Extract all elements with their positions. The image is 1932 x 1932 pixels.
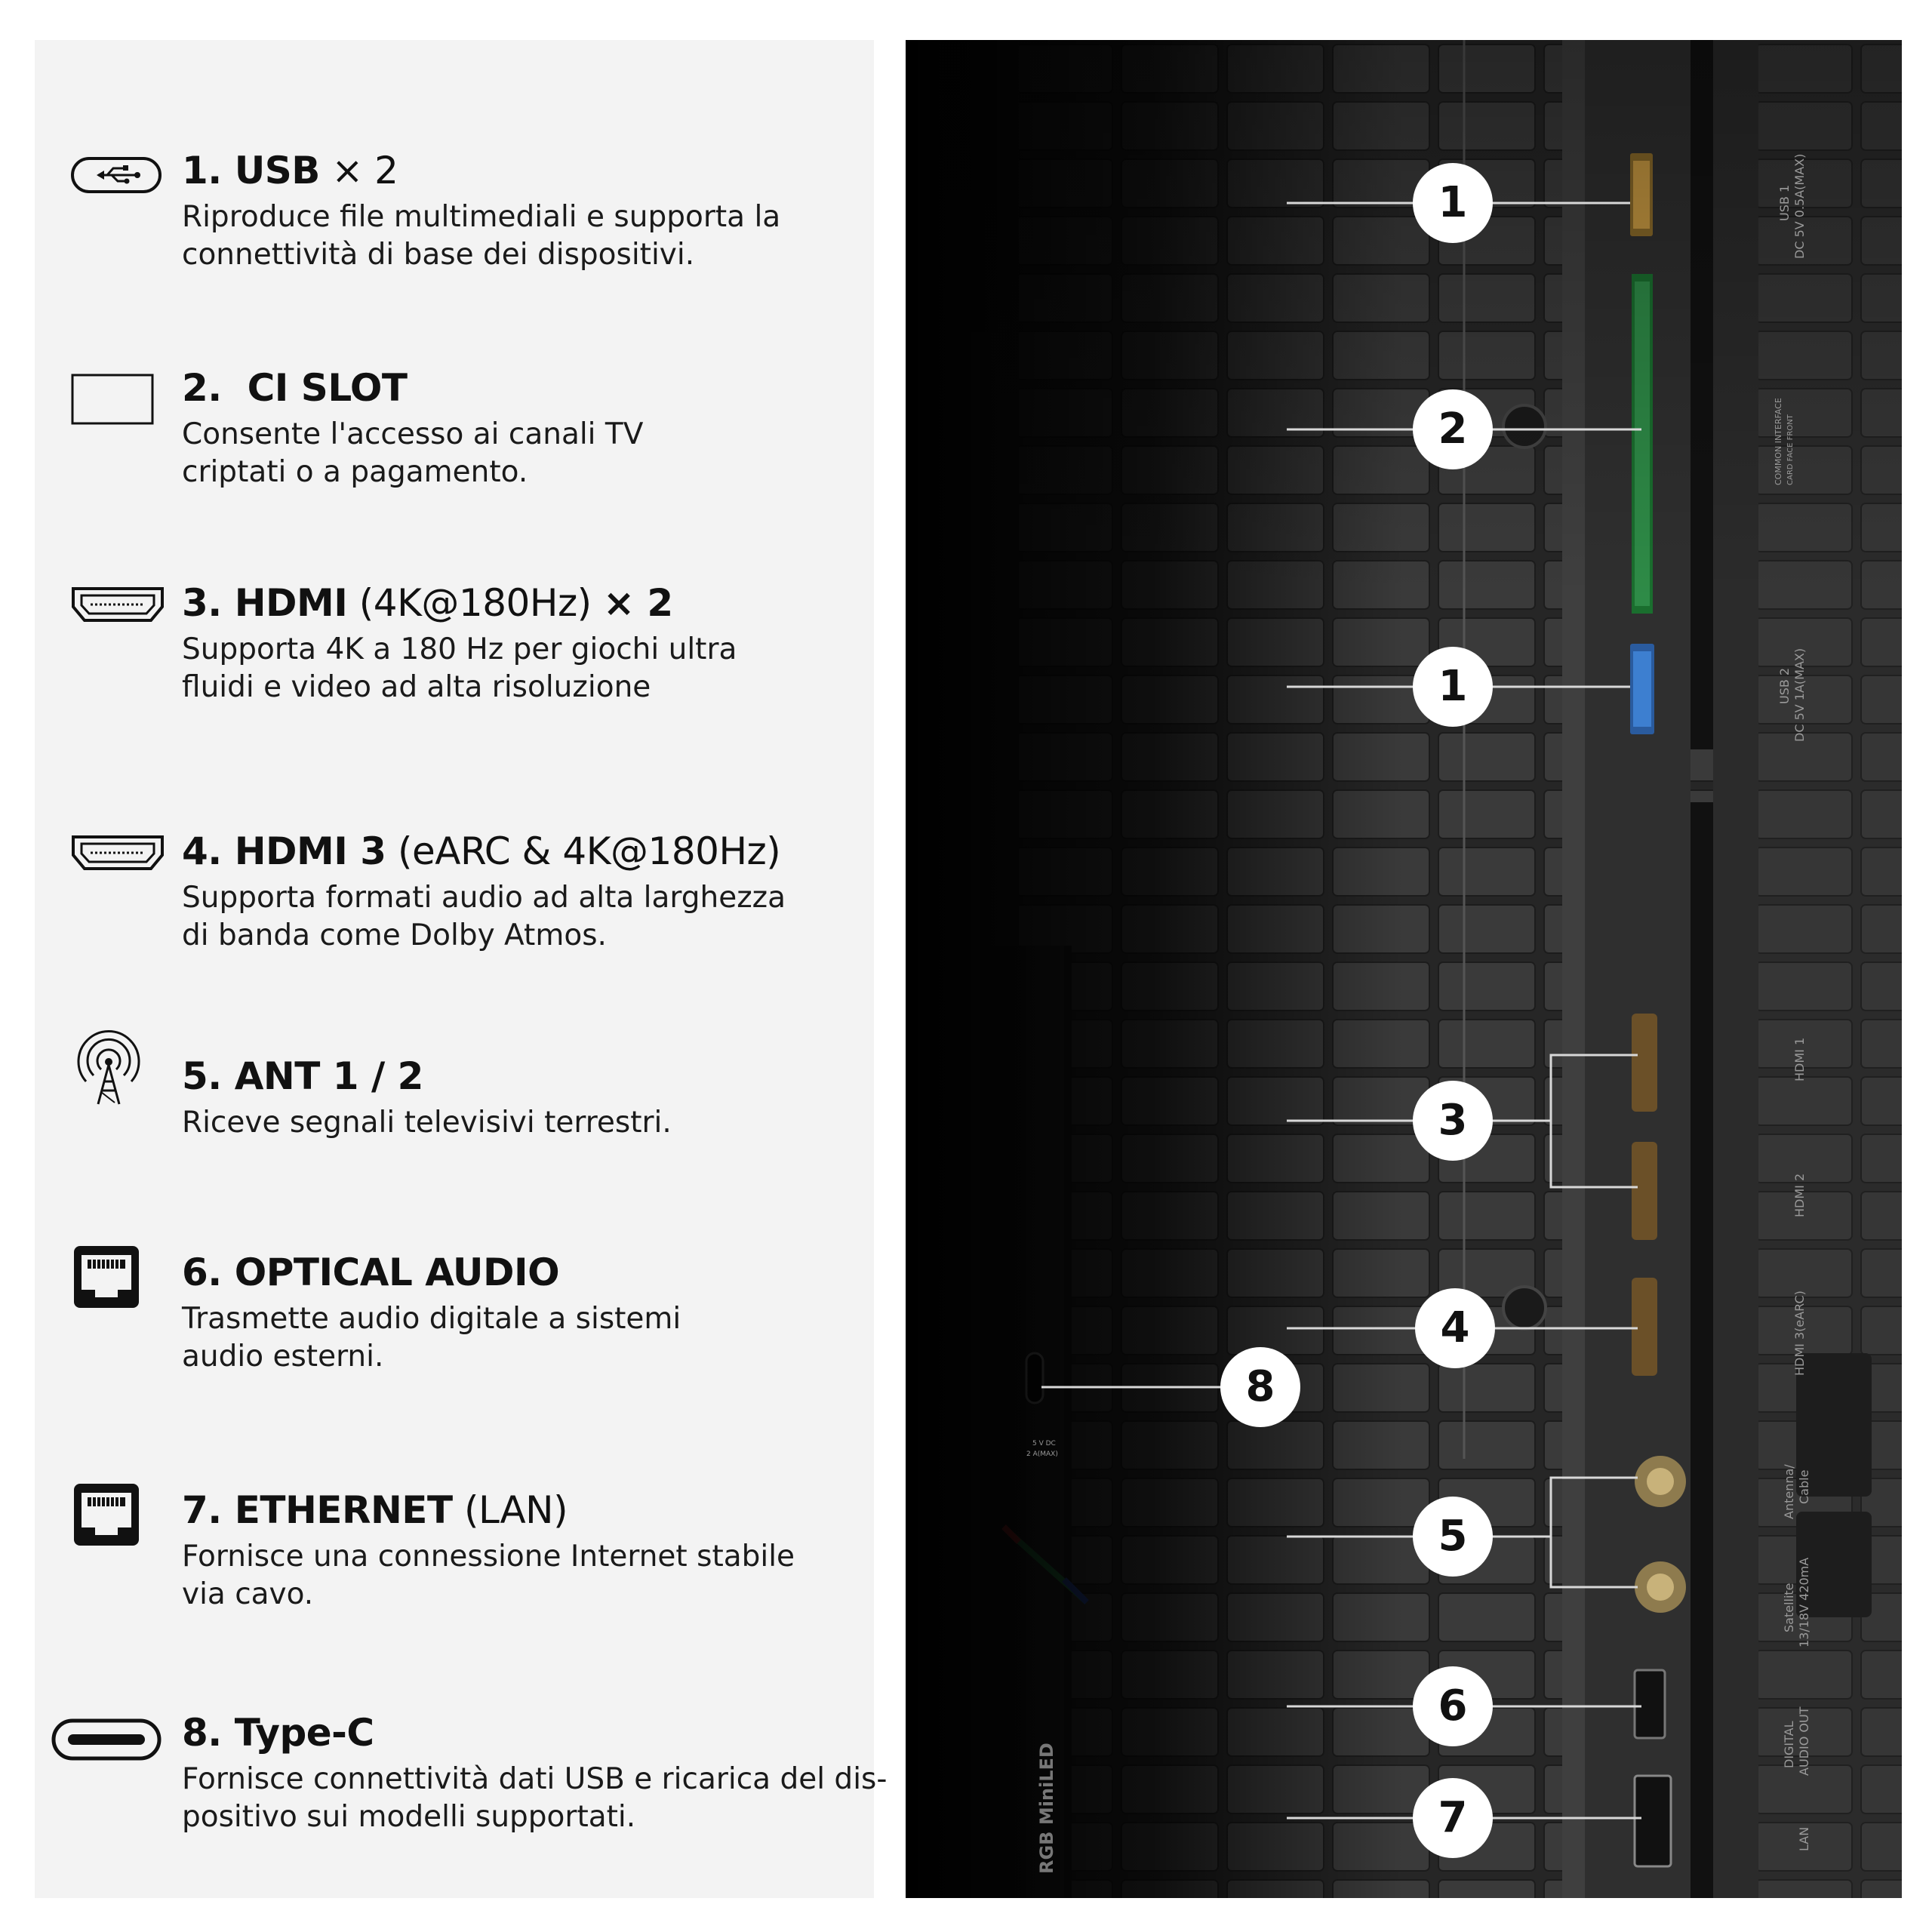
feature-title-spec: (LAN) — [452, 1488, 568, 1532]
callout-3-hdmi — [1413, 1081, 1493, 1161]
feature-title: 6. OPTICAL AUDIO — [182, 1251, 560, 1294]
callout-number: 5 — [1438, 1512, 1468, 1561]
callout-number: 2 — [1438, 405, 1468, 454]
callout-7-ethernet — [1413, 1778, 1493, 1858]
description-line: audio esterni. — [182, 1340, 384, 1374]
feature-title: 5. ANT 1 / 2 — [182, 1054, 423, 1098]
description-line: criptati o a pagamento. — [182, 455, 528, 489]
feature-antenna — [35, 1051, 874, 1202]
usb-icon — [71, 156, 162, 194]
feature-title: 8. Type-C — [182, 1711, 374, 1755]
callout-6-optical — [1413, 1666, 1493, 1746]
feature-description — [182, 198, 861, 274]
feature-usb — [35, 146, 874, 297]
label-satellite: Satellite — [1782, 1583, 1796, 1632]
description-line: Fornisce connettività dati USB e ricarica del dis- — [182, 1762, 888, 1796]
label-usb2: USB 2 — [1777, 667, 1792, 704]
feature-description — [182, 416, 861, 491]
hdmi-icon — [71, 586, 165, 623]
feature-description — [182, 879, 861, 955]
feature-ethernet — [35, 1485, 874, 1636]
feature-description — [182, 1300, 861, 1376]
label-card-face: CARD FACE FRONT — [1786, 414, 1795, 485]
feature-list-panel — [35, 40, 888, 1898]
feature-optical-audio — [35, 1247, 874, 1398]
feature-hdmi — [35, 578, 874, 729]
feature-description — [182, 1538, 861, 1614]
label-hdmi3: HDMI 3(eARC) — [1792, 1291, 1807, 1376]
callout-number: 3 — [1438, 1096, 1468, 1145]
description-line: Supporta formati audio ad alta larghezza — [182, 881, 786, 915]
label-usb1-spec: DC 5V 0.5A(MAX) — [1792, 153, 1807, 259]
description-line: fluidi e video ad alta risoluzione — [182, 670, 651, 704]
description-line: connettività di base dei dispositivi. — [182, 238, 695, 272]
label-usb2-spec: DC 5V 1A(MAX) — [1792, 648, 1807, 742]
callout-number: 4 — [1440, 1303, 1470, 1352]
feature-ci-slot — [35, 363, 874, 514]
label-lan: LAN — [1797, 1826, 1811, 1851]
label-hdmi1: HDMI 1 — [1792, 1037, 1807, 1081]
optical-audio-icon — [72, 1244, 140, 1309]
feature-title: 7. ETHERNET — [182, 1488, 453, 1532]
feature-title-suffix: × 2 — [319, 149, 398, 192]
callout-2-ci-slot — [1413, 389, 1493, 469]
feature-title: 4. HDMI 3 — [182, 829, 386, 873]
callout-1-usb1 — [1413, 163, 1493, 243]
description-line: Riceve segnali televisivi terrestri. — [182, 1106, 672, 1140]
feature-title: 2. CI SLOT — [182, 366, 408, 410]
ethernet-icon — [72, 1482, 140, 1547]
description-line: via cavo. — [182, 1577, 314, 1611]
description-line: Trasmette audio digitale a sistemi — [182, 1302, 681, 1336]
label-common-interface: COMMON INTERFACE — [1774, 398, 1783, 485]
antenna-icon — [69, 1029, 148, 1107]
brand-label: RGB MiniLED — [1036, 1743, 1057, 1874]
label-antenna: Antenna/ — [1782, 1464, 1796, 1519]
tv-rear-panel-drawing — [906, 40, 1902, 1898]
callout-number: 8 — [1245, 1362, 1275, 1411]
label-typec-current: 2 A(MAX) — [1026, 1451, 1058, 1458]
feature-title: 1. USB — [182, 149, 320, 192]
feature-title-spec: (eARC & 4K@180Hz) — [386, 829, 781, 873]
callout-number: 1 — [1438, 178, 1468, 227]
label-hdmi2: HDMI 2 — [1792, 1173, 1807, 1217]
hdmi-icon — [71, 834, 165, 872]
label-satellite-spec: 13/18V 420mA — [1797, 1557, 1811, 1647]
description-line: di banda come Dolby Atmos. — [182, 918, 607, 952]
feature-title-spec: (4K@180Hz) — [347, 581, 604, 625]
label-usb1: USB 1 — [1777, 184, 1792, 221]
callout-number: 7 — [1438, 1793, 1468, 1842]
description-line: Consente l'accesso ai canali TV — [182, 417, 644, 451]
ci-slot-icon — [71, 374, 154, 425]
label-audio-out: AUDIO OUT — [1797, 1706, 1811, 1776]
callout-5-antenna — [1413, 1497, 1493, 1577]
callout-1-usb2 — [1413, 647, 1493, 727]
description-line: positivo sui modelli supportati. — [182, 1800, 636, 1834]
description-line: Fornisce una connessione Internet stabile — [182, 1540, 795, 1574]
callout-8-type-c — [1220, 1347, 1300, 1427]
feature-description — [182, 1104, 861, 1142]
type-c-icon — [51, 1718, 162, 1761]
tv-rear-ports-illustration — [906, 40, 1902, 1898]
label-digital: DIGITAL — [1782, 1721, 1796, 1768]
callout-number: 6 — [1438, 1681, 1468, 1730]
feature-title: 3. HDMI — [182, 581, 348, 625]
description-line: Riproduce file multimediali e supporta la — [182, 200, 781, 234]
feature-title-suffix: × 2 — [603, 581, 673, 625]
callout-4-hdmi-earc — [1415, 1288, 1495, 1368]
callout-number: 1 — [1438, 662, 1468, 711]
label-typec-spec: 5 V DC — [1032, 1440, 1056, 1447]
feature-type-c — [35, 1708, 888, 1859]
description-line: Supporta 4K a 180 Hz per giochi ultra — [182, 632, 737, 666]
label-cable: Cable — [1797, 1469, 1811, 1504]
feature-description — [182, 1761, 888, 1836]
feature-description — [182, 631, 861, 706]
feature-hdmi-earc — [35, 826, 874, 977]
